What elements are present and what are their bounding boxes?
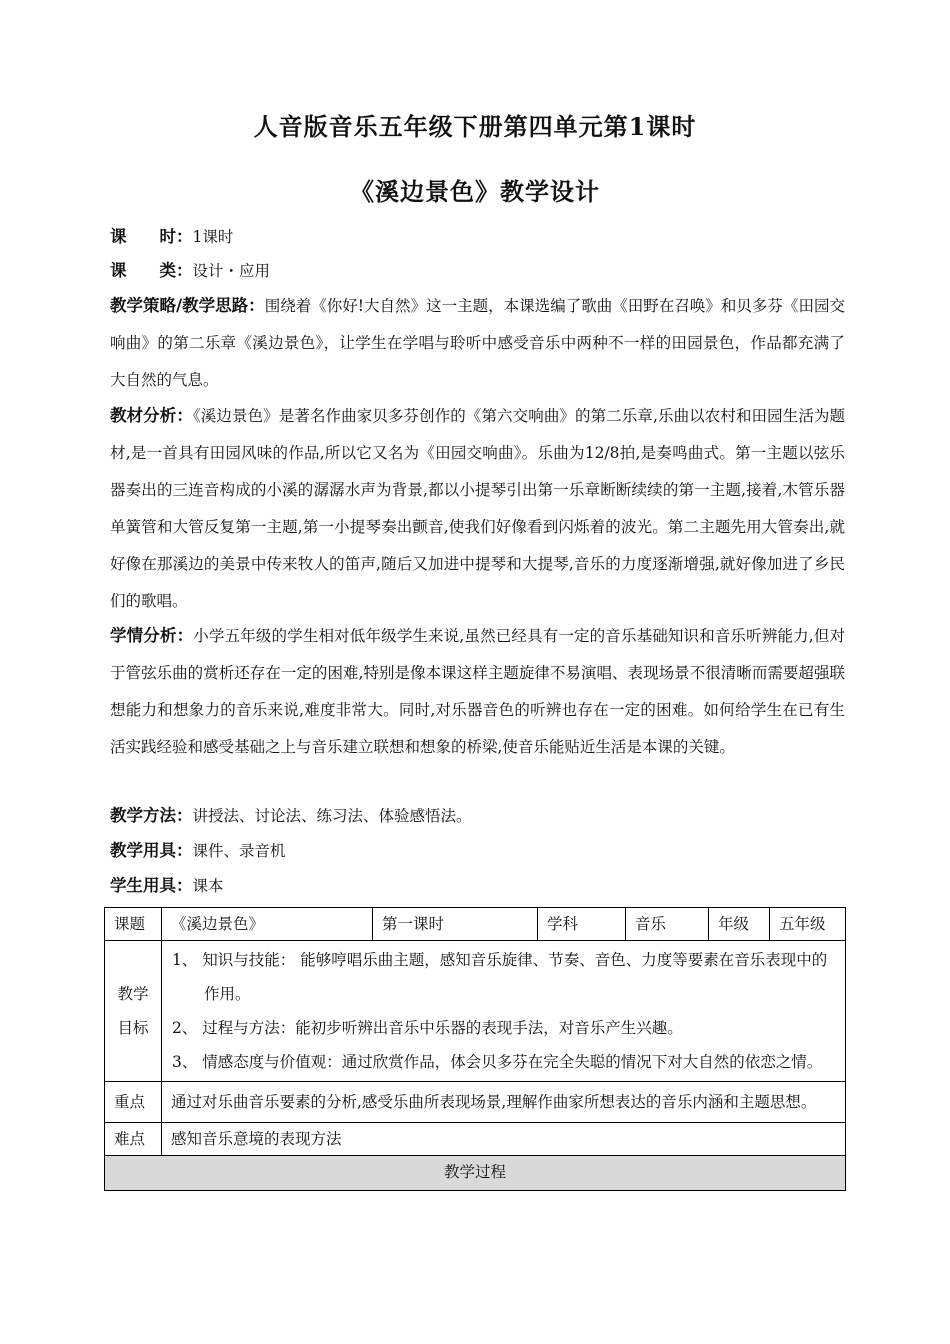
subject-label: 学科 [538, 908, 626, 941]
material-text: 《溪边景色》是著名作曲家贝多芬创作的《第六交响曲》的第二乐章,乐曲以农村和田园生活为题材,是一首具有田园风味的作品,所以它又名为《田园交响曲》。乐曲为12/8拍,是奏鸣曲式。第一主题以弦乐器奏出的三连音构成的小溪的潺潺水声为背景,都以小提琴引出第一乐章断断续续的第一主题,接着,木管乐器单簧管和大管反复第一主题,第一小提琴奏出颤音,使我们好像看到闪烁着的波光。第二主题先用大管奏出,就好像在那溪边的美景中传来牧人的笛声,随后又加进中提琴和大提琴,音乐的力度逐渐增强,就好像加进了乡民们的歌唱。 [110, 407, 846, 610]
goals-list [162, 941, 846, 1082]
subject-value: 音乐 [626, 908, 709, 941]
hours-row [110, 222, 233, 252]
hours-label: 课 时： [110, 227, 193, 246]
lesson-value: 第一课时 [373, 908, 538, 941]
key-text: 通过对乐曲音乐要素的分析,感受乐曲所表现场景,理解作曲家所想表达的音乐内涵和主题思想。 [162, 1082, 846, 1123]
student-tools-label: 学生用具： [110, 876, 193, 895]
table-row [105, 1082, 846, 1123]
hours-value: 1课时 [192, 228, 234, 246]
tools-label: 教学用具： [110, 841, 193, 860]
goal-item: 1、 知识与技能： 能够哼唱乐曲主题，感知音乐旋律、节奏、音色、力度等要素在音乐表现中的作用。 [172, 951, 828, 1003]
methods-label: 教学方法： [110, 806, 193, 825]
title-line-2: 《溪边景色》教学设计 [350, 177, 600, 206]
title-line-1: 人音版音乐五年级下册第四单元第1课时 [253, 112, 697, 141]
tools-row [110, 836, 286, 866]
methods-row [110, 801, 472, 831]
topic-label: 课题 [105, 908, 162, 941]
strategy-paragraph [110, 287, 845, 399]
material-paragraph [110, 397, 845, 620]
student-tools-row [110, 871, 224, 901]
table-row [105, 908, 846, 941]
topic-value: 《溪边景色》 [162, 908, 373, 941]
grade-value: 五年级 [770, 908, 846, 941]
grade-label: 年级 [709, 908, 770, 941]
students-label: 学情分析： [110, 626, 194, 645]
key-label: 重点 [105, 1082, 162, 1123]
strategy-label: 教学策略/教学思路： [110, 296, 265, 315]
methods-text: 讲授法、讨论法、练习法、体验感悟法。 [192, 807, 472, 825]
strategy-text: 围绕着《你好!大自然》这一主题，本课选编了歌曲《田野在召唤》和贝多芬《田园交响曲》的第二乐章《溪边景色》，让学生在学唱与聆听中感受音乐中两种不一样的田园景色，作品都充满了大自然的气息。 [110, 297, 845, 389]
students-paragraph [110, 617, 845, 766]
table-row [105, 1156, 846, 1191]
student-tools-text: 课本 [192, 877, 224, 895]
process-header: 教学过程 [105, 1156, 846, 1191]
students-text: 小学五年级的学生相对低年级学生来说,虽然已经具有一定的音乐基础知识和音乐听辨能力,但对于管弦乐曲的赏析还存在一定的困难,特别是像本课这样主题旋律不易演唱、表现场景不很清晰而需要超强联想能力和想象力的音乐来说,难度非常大。同时,对乐器音色的听辨也存在一定的困难。如何给学生在已有生活实践经验和感受基础之上与音乐建立联想和想象的桥梁,使音乐能贴近生活是本课的关键。 [110, 627, 846, 756]
difficulty-label: 难点 [105, 1123, 162, 1156]
goal-item: 3、 情感态度与价值观：通过欣赏作品，体会贝多芬在完全失聪的情况下对大自然的依恋之情。 [172, 1053, 823, 1071]
goals-label-line: 教学 [117, 985, 149, 1003]
difficulty-text: 感知音乐意境的表现方法 [162, 1123, 846, 1156]
type-value: 设计・应用 [192, 262, 271, 280]
type-row [110, 256, 270, 286]
tools-text: 课件、录音机 [192, 842, 286, 860]
goals-label-line: 目标 [117, 1019, 149, 1037]
goal-item: 2、 过程与方法：能初步听辨出音乐中乐器的表现手法，对音乐产生兴趣。 [172, 1019, 683, 1037]
type-label: 课 类： [110, 261, 193, 280]
table-row [105, 1123, 846, 1156]
goals-label [105, 941, 162, 1082]
table-row [105, 941, 846, 1082]
lesson-table [104, 907, 846, 1191]
material-label: 教材分析： [110, 406, 193, 425]
